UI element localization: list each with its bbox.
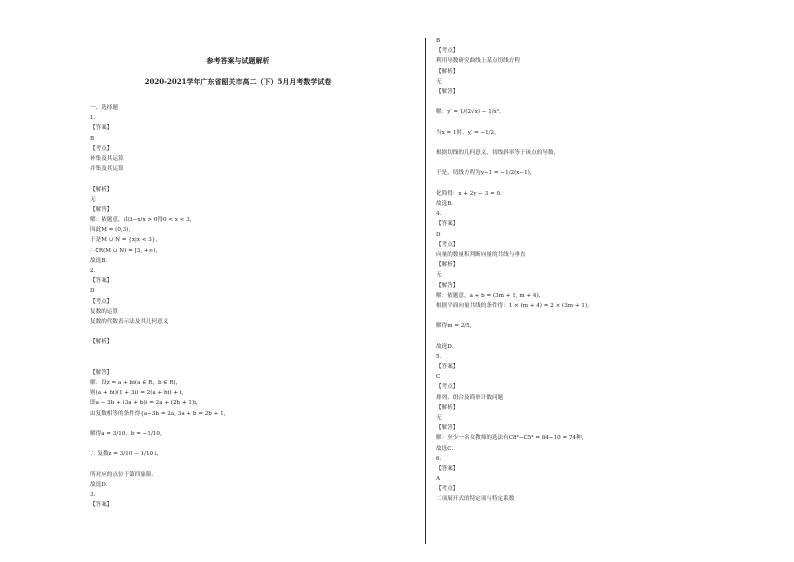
text-line: 【解答】 (436, 88, 459, 95)
text-line: 【解析】 (90, 339, 113, 346)
text-line: 【答案】 (436, 221, 459, 228)
text-line: 解得m = 2/5， (436, 323, 476, 330)
text-line: 【考点】 (436, 48, 459, 55)
document-title: 参考答案与试题解析 (206, 56, 270, 65)
text-line: 6. (436, 455, 442, 462)
text-line (90, 439, 390, 449)
text-line: 化简得：x + 2y − 3 = 0． (436, 190, 506, 197)
text-line: 【答案】 (436, 364, 459, 370)
text-line: 1. (90, 115, 96, 122)
text-line: 3. (90, 492, 96, 499)
text-line: 无 (436, 414, 442, 421)
text-line: ∴ ∁R(M ∪ N) = [3, +∞)， (90, 247, 162, 254)
text-line: 复数的运算 (90, 308, 118, 315)
text-line: 【解析】 (436, 262, 459, 269)
text-line: 向量的数量积判断向量的共线与垂直 (436, 251, 526, 258)
text-line: 【考点】 (436, 241, 459, 248)
text-line: 【解答】 (436, 425, 459, 432)
text-line: 利用导数研究曲线上某点切线方程 (436, 58, 520, 65)
text-line: 故选B． (90, 257, 111, 264)
text-line: 【答案】 (90, 125, 113, 132)
text-line: 【答案】 (90, 502, 113, 509)
text-line: 补集及其运算 (90, 155, 124, 162)
text-line: B (90, 135, 95, 142)
text-line: 【答案】 (436, 465, 459, 472)
text-line: 二项展开式的特定项与特定系数 (436, 496, 515, 503)
text-line (90, 358, 390, 368)
text-line: 则(a + bi)(1 + 3i) = 2(a + bi) + i， (90, 390, 188, 397)
text-line: 【解析】 (436, 68, 459, 75)
text-line: 故选C． (436, 445, 458, 452)
text-line: 【解析】 (90, 186, 113, 193)
text-line (436, 138, 736, 148)
text-line: 故选B． (436, 201, 457, 207)
text-line: D (436, 231, 441, 238)
text-line: 解：依题意，a + b = (3m + 1, m + 4)， (436, 292, 545, 299)
text-line: 因此M = (0,3)， (90, 227, 135, 234)
text-line: 故选D． (436, 343, 458, 350)
text-line: 无 (436, 78, 442, 85)
text-line (90, 460, 390, 470)
text-line: 无 (90, 196, 96, 203)
text-line: 5. (436, 353, 442, 360)
text-line: 【答案】 (90, 278, 113, 285)
text-line: 解：y′ = 1/(2√x) − 1/x²， (436, 109, 505, 116)
text-line (436, 97, 736, 107)
text-line: 【解答】 (436, 282, 459, 289)
text-line: 解：依题意，由3−x/x > 0得0 < x < 3， (90, 217, 196, 224)
text-line: 排列、组合及简单计数问题 (436, 394, 504, 401)
text-line: 【解答】 (90, 206, 113, 213)
text-line (436, 158, 736, 168)
text-line: 于是，切线方程为y−1 = −1/2(x−1)， (436, 170, 536, 177)
column-divider (425, 38, 426, 544)
text-line: 一、选择题 (90, 105, 118, 111)
text-line: 解：设z = a + bi(a ∈ R，b ∈ R)， (90, 380, 182, 387)
text-line: 根据切线的几何意义，切线斜率等于该点的导数， (436, 150, 560, 157)
text-line: 解：至少一名女教师的选法有C8⁴−C5⁴ = 84−10 = 74种， (436, 435, 588, 442)
text-line: 并集及其运算 (90, 166, 124, 173)
text-line: 【考点】 (436, 384, 459, 391)
text-line (436, 311, 736, 321)
text-line: D (90, 288, 95, 295)
text-line: ∴ 复数z = 3/10 − 1/10 i， (90, 451, 163, 458)
right-column (436, 36, 736, 505)
document-subtitle: 2020-2021学年广东省韶关市高二（下）5月月考数学试卷 (144, 77, 332, 86)
text-line (436, 331, 736, 341)
text-line: 由复数相等的条件得{a−3b = 2a, 3a + b = 2b + 1， (90, 410, 230, 417)
text-line (90, 419, 390, 429)
text-line: A (436, 476, 441, 483)
text-line: 复数的代数表示法及其几何意义 (90, 318, 169, 325)
text-line: 于是M ∪ N = {x|x < 3}， (90, 237, 162, 244)
text-line (90, 327, 390, 337)
text-line: 解得a = 3/10，b = −1/10， (90, 431, 166, 437)
text-line: 根据平面向量共线的条件得：1 × (m + 4) = 2 × (3m + 1)， (436, 302, 593, 309)
text-line: 4. (436, 211, 442, 218)
text-line: 【考点】 (90, 145, 113, 152)
text-line: 【解析】 (436, 404, 459, 411)
text-line: 【考点】 (436, 486, 459, 493)
text-line: 当x = 1时，y′ = −1/2， (436, 129, 500, 136)
text-line: 【解答】 (90, 369, 113, 376)
text-line: 故选D． (90, 481, 112, 488)
text-line: B (436, 38, 441, 44)
text-line: 即a − 3b + (3a + b)i = 2a + (2b + 1)i， (90, 400, 202, 407)
text-line: 【考点】 (90, 298, 113, 305)
text-line: C (436, 374, 441, 381)
text-line (436, 179, 736, 189)
text-line (436, 118, 736, 128)
text-line (90, 348, 390, 358)
text-line: 无 (436, 272, 442, 279)
text-line (90, 174, 390, 184)
left-column (90, 103, 390, 511)
text-line: 所对应的点位于第四象限． (90, 471, 158, 478)
text-line: 2. (90, 268, 96, 274)
